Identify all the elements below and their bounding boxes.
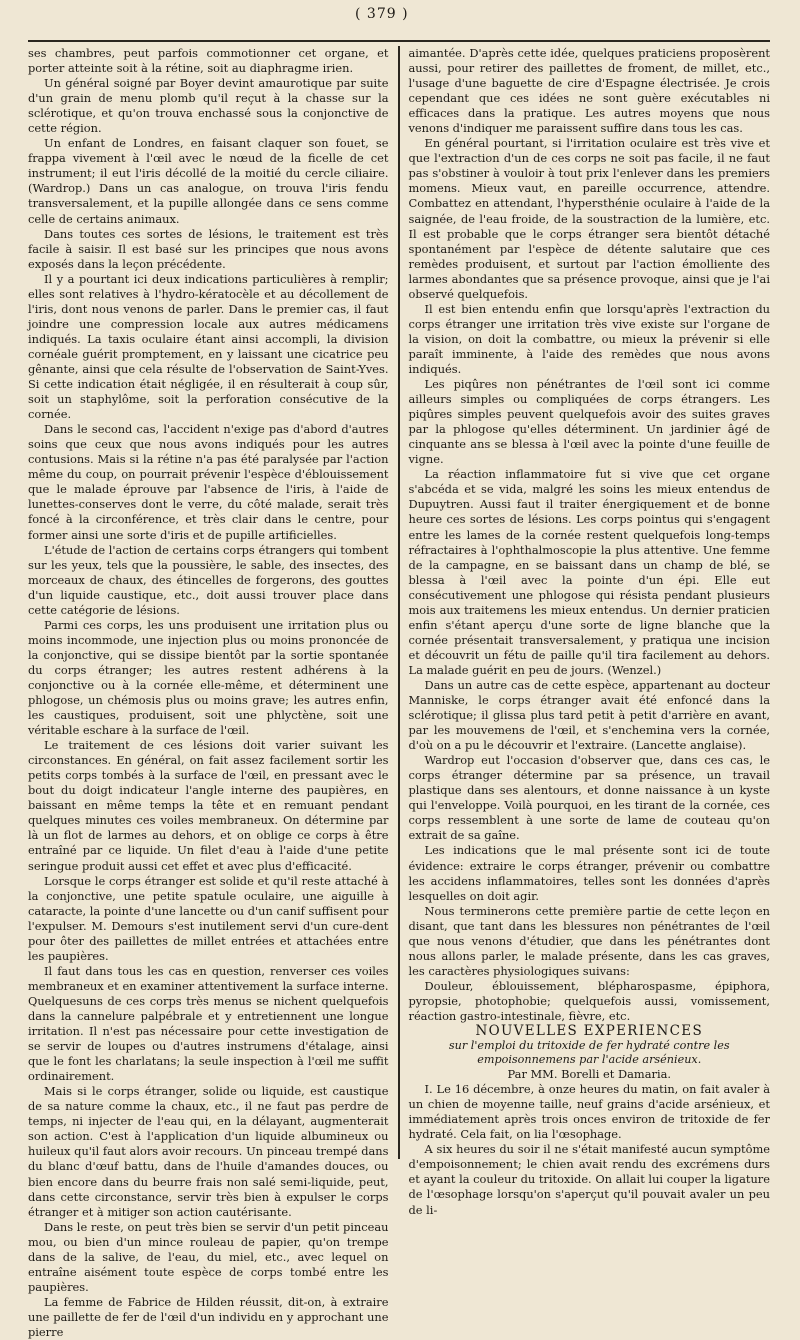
- paragraph: Nous terminerons cette première partie de cette leçon en disant, que tant dans les blessures non pénétrantes de l'œil que nous venons d'étudier, que dans les pénétrantes dont nous allons parler, le malade présente, dans les cas graves, les caractères physiologiques suivans:: [408, 903, 770, 978]
- paragraph: Il faut dans tous les cas en question, renverser ces voiles membraneux et en examiner attentivement la surface interne. Quelquesuns de ces corps très menus se nichent quelquefois dans la cannelure palpébrale et y entretiennent une longue irritation. Il n'est pas nécessaire pour cette investigation de se servir de loupes ou d'autres instrumens d'étalage, ainsi que le font les charlatans; la seule inspection à l'œil me suffit ordinairement.: [28, 963, 389, 1084]
- paragraph: ses chambres, peut parfois commotionner cet organe, et porter atteinte soit à la rétine, soit au diaphragme irien.: [28, 46, 389, 76]
- paragraph: Les piqûres non pénétrantes de l'œil sont ici comme ailleurs simples ou compliquées de corps étrangers. Les piqûres simples peuvent quelquefois avoir des suites graves par la phlogose qu'elles déterminent. Un jardinier âgé de cinquante ans se blessa à l'œil avec la pointe d'une feuille de vigne.: [408, 377, 770, 467]
- paragraph: Parmi ces corps, les uns produisent une irritation plus ou moins incommode, une injection plus ou moins prononcée de la conjonctive, qui se dissipe bientôt par la sortie spontanée du corps étranger; les autres restent adhérens à la conjonctive ou à la cornée elle-même, et déterminent une phlogose, un chémosis plus ou moins grave; les autres enfin, les caustiques, produisent, soit une phlyctène, soit une véritable eschare à la surface de l'œil.: [28, 617, 389, 738]
- paragraph: Dans le second cas, l'accident n'exige pas d'abord d'autres soins que ceux que nous avons indiqués pour les autres contusions. Mais si la rétine n'a pas été paralysée par l'action même du coup, on pourrait prévenir l'espèce d'éblouissement que le malade éprouve par l'absence de l'iris, à l'aide de lunettes-conserves dont le verre, du côté malade, serait très foncé à la circonférence, et très clair dans le centre, pour former ainsi une sorte d'iris et de pupille artificielles.: [28, 422, 389, 542]
- paragraph: Les indications que le mal présente sont ici de toute évidence: extraire le corps étranger, prévenir ou combattre les accidens inflammatoires, telles sont les données d'après lesquelles on doit agir.: [408, 843, 770, 903]
- section-subtitle: sur l'emploi du tritoxide de fer hydraté contre les empoisonnemens par l'acide arsénieux.: [448, 1039, 730, 1067]
- paragraph: aimantée. D'après cette idée, quelques praticiens proposèrent aussi, pour retirer des paillettes de froment, de millet, etc., l'usage d'une baguette de cire d'Espagne électrisée. Je crois cependant que ces idées ne sont guère exécutables ni efficaces dans la pratique. Les autres moyens que nous venons d'indiquer me paraissent suffire dans tous les cas.: [408, 46, 770, 136]
- two-column-body: [28, 46, 770, 1339]
- column-rule: [398, 46, 400, 1159]
- paragraph: Un enfant de Londres, en faisant claquer son fouet, se frappa vivement à l'œil avec le nœud de la ficelle de cet instrument; il eut l'iris décollé de la moitié du cercle ciliaire. (Wardrop.) Dans un cas analogue, on trouva l'iris fendu transversalement, et la pupille allongée dans ce sens comme celle de certains animaux.: [28, 136, 389, 226]
- paragraph: Wardrop eut l'occasion d'observer que, dans ces cas, le corps étranger détermine par sa présence, un travail plastique dans ses alentours, et donne naissance à un kyste qui l'enveloppe. Voilà pourquoi, en les tirant de la cornée, ces corps ressemblent à une sorte de lame de couteau qu'on extrait de sa gaîne.: [408, 753, 770, 843]
- paragraph: La femme de Fabrice de Hilden réussit, dit-on, à extraire une paillette de fer de l'œil d'un individu en y approchant une pierre: [28, 1294, 389, 1339]
- left-column: [28, 46, 389, 1339]
- section-authors: Par MM. Borelli et Damaria.: [507, 1067, 671, 1082]
- paragraph: Il y a pourtant ici deux indications particulières à remplir; elles sont relatives à l'hydro-kératocèle et au décollement de l'iris, dont nous venons de parler. Dans le premier cas, il faut joindre une compression locale aux autres médicamens indiqués. La taxis oculaire étant ainsi accompli, la division cornéale guérit promptement, en y laissant une cicatrice peu gênante, ainsi que cela résulte de l'observation de Saint-Yves. Si cette indication était négligée, il en résulterait à coup sûr, soit un staphylôme, soit la perforation consécutive de la cornée.: [28, 271, 389, 422]
- paragraph: Dans un autre cas de cette espèce, appartenant au docteur Manniske, le corps étranger avait été enfoncé dans la sclérotique; il glissa plus tard petit à petit d'arrière en avant, par les mouvemens de l'œil, et s'enchemina vers la cornée, d'où on a pu le découvrir et l'extraire. (Lancette anglaise).: [408, 677, 770, 753]
- header-rule: [28, 40, 770, 42]
- page-number: ( 379 ): [355, 6, 409, 22]
- paragraph: En général pourtant, si l'irritation oculaire est très vive et que l'extraction d'un de ces corps ne soit pas facile, il ne faut pas s'obstiner à vouloir à tout prix l'enlever dans les premiers momens. Mieux vaut, en pareille occurrence, attendre. Combattez en attendant, l'hypersthénie oculaire à l'aide de la saignée, de l'eau froide, de la soustraction de la lumière, etc. Il est probable que le corps étranger sera bientôt détaché spontanément par l'espèce de détente salutaire que ces remèdes produisent, et surtout par l'action émolliente des larmes abondantes que sa présence provoque, ainsi que je l'ai observé quelquefois.: [408, 136, 770, 301]
- right-column: [408, 46, 771, 1217]
- paragraph: Un général soigné par Boyer devint amaurotique par suite d'un grain de menu plomb qu'il reçut à la chasse sur la sclérotique, et qu'on trouva enchassé sous la conjonctive de cette région.: [28, 76, 389, 136]
- paragraph: Mais si le corps étranger, solide ou liquide, est caustique de sa nature comme la chaux, etc., il ne faut pas perdre de temps, ni injecter de l'eau qui, en la délayant, augmenterait son action. C'est à l'application d'un liquide albumineux ou huileux qu'il faut alors avoir recours. Un pinceau trempé dans du blanc d'œuf battu, dans de l'huile d'amandes douces, ou bien encore dans du beurre frais non salé semi-liquide, peut, dans cette circonstance, servir très bien à expulser le corps étranger et à mitiger son action cautérisante.: [28, 1084, 389, 1219]
- paragraph: Douleur, éblouissement, blépharospasme, épiphora, pyropsie, photophobie; quelquefois aussi, vomissement, réaction gastro-intestinale, fièvre, etc.: [408, 978, 770, 1023]
- paragraph: I. Le 16 décembre, à onze heures du matin, on fait avaler à un chien de moyenne taille, neuf grains d'acide arsénieux, et immédiatement après trois onces environ de tritoxide de fer hydraté. Cela fait, on lia l'œsophage.: [408, 1082, 770, 1142]
- paragraph: Dans toutes ces sortes de lésions, le traitement est très facile à saisir. Il est basé sur les principes que nous avons exposés dans la leçon précédente.: [28, 226, 389, 271]
- paragraph: Dans le reste, on peut très bien se servir d'un petit pinceau mou, ou bien d'un mince rouleau de papier, qu'on trempe dans de la salive, de l'eau, du miel, etc., avec lequel on entraîne aisément toute espèce de corps tombé entre les paupières.: [28, 1219, 389, 1294]
- paragraph: Il est bien entendu enfin que lorsqu'après l'extraction du corps étranger une irritation très vive existe sur l'organe de la vision, on doit la combattre, ou mieux la prévenir si elle paraît imminente, à l'aide des remèdes que nous avons indiqués.: [408, 301, 770, 376]
- paragraph: A six heures du soir il ne s'était manifesté aucun symptôme d'empoisonnement; le chien avait rendu des excrémens durs et ayant la couleur du tritoxide. On allait lui couper la ligature de l'œsophage lorsqu'on s'aperçut qu'il pouvait avaler un peu de li-: [408, 1142, 770, 1217]
- section-title: NOUVELLES EXPERIENCES: [475, 1023, 703, 1040]
- paragraph: Lorsque le corps étranger est solide et qu'il reste attaché à la conjonctive, une petite spatule oculaire, une aiguille à cataracte, la pointe d'une lancette ou d'un canif suffisent pour l'expulser. M. Demours s'est inutilement servi d'un cure-dent pour ôter des paillettes de millet entrées et attachées entre les paupières.: [28, 873, 389, 963]
- paragraph: Le traitement de ces lésions doit varier suivant les circonstances. En général, on fait assez facilement sortir les petits corps tombés à la surface de l'œil, en pressant avec le bout du doigt indicateur l'angle interne des paupières, en baissant en même temps la tête et en remuant pendant quelques minutes ces voiles membraneux. On détermine par là un flot de larmes au dehors, et on oblige ce corps à être entraîné par ce liquide. Un filet d'eau à l'aide d'une petite seringue produit aussi cet effet et avec plus d'efficacité.: [28, 738, 389, 873]
- paragraph: La réaction inflammatoire fut si vive que cet organe s'abcéda et se vida, malgré les soins les mieux entendus de Dupuytren. Aussi faut il traiter énergiquement et de bonne heure ces sortes de lésions. Les corps pointus qui s'engagent entre les lames de la cornée restent quelquefois long-temps réfractaires à l'ophthalmoscopie la plus attentive. Une femme de la campagne, en se baissant dans un champ de blé, se blessa à l'œil avec la pointe d'un épi. Elle eut consécutivement une phlogose qui résista pendant plusieurs mois aux traitemens les mieux entendus. Un dernier praticien enfin s'étant aperçu d'une sorte de ligne blanche que la cornée présentait transversalement, y pratiqua une incision et découvrit un fétu de paille qu'il tira facilement au dehors. La malade guérit en peu de jours. (Wenzel.): [408, 467, 770, 677]
- paragraph: L'étude de l'action de certains corps étrangers qui tombent sur les yeux, tels que la poussière, le sable, des insectes, des morceaux de chaux, des étincelles de forgerons, des gouttes d'un liquide caustique, etc., doit aussi trouver place dans cette catégorie de lésions.: [28, 542, 389, 617]
